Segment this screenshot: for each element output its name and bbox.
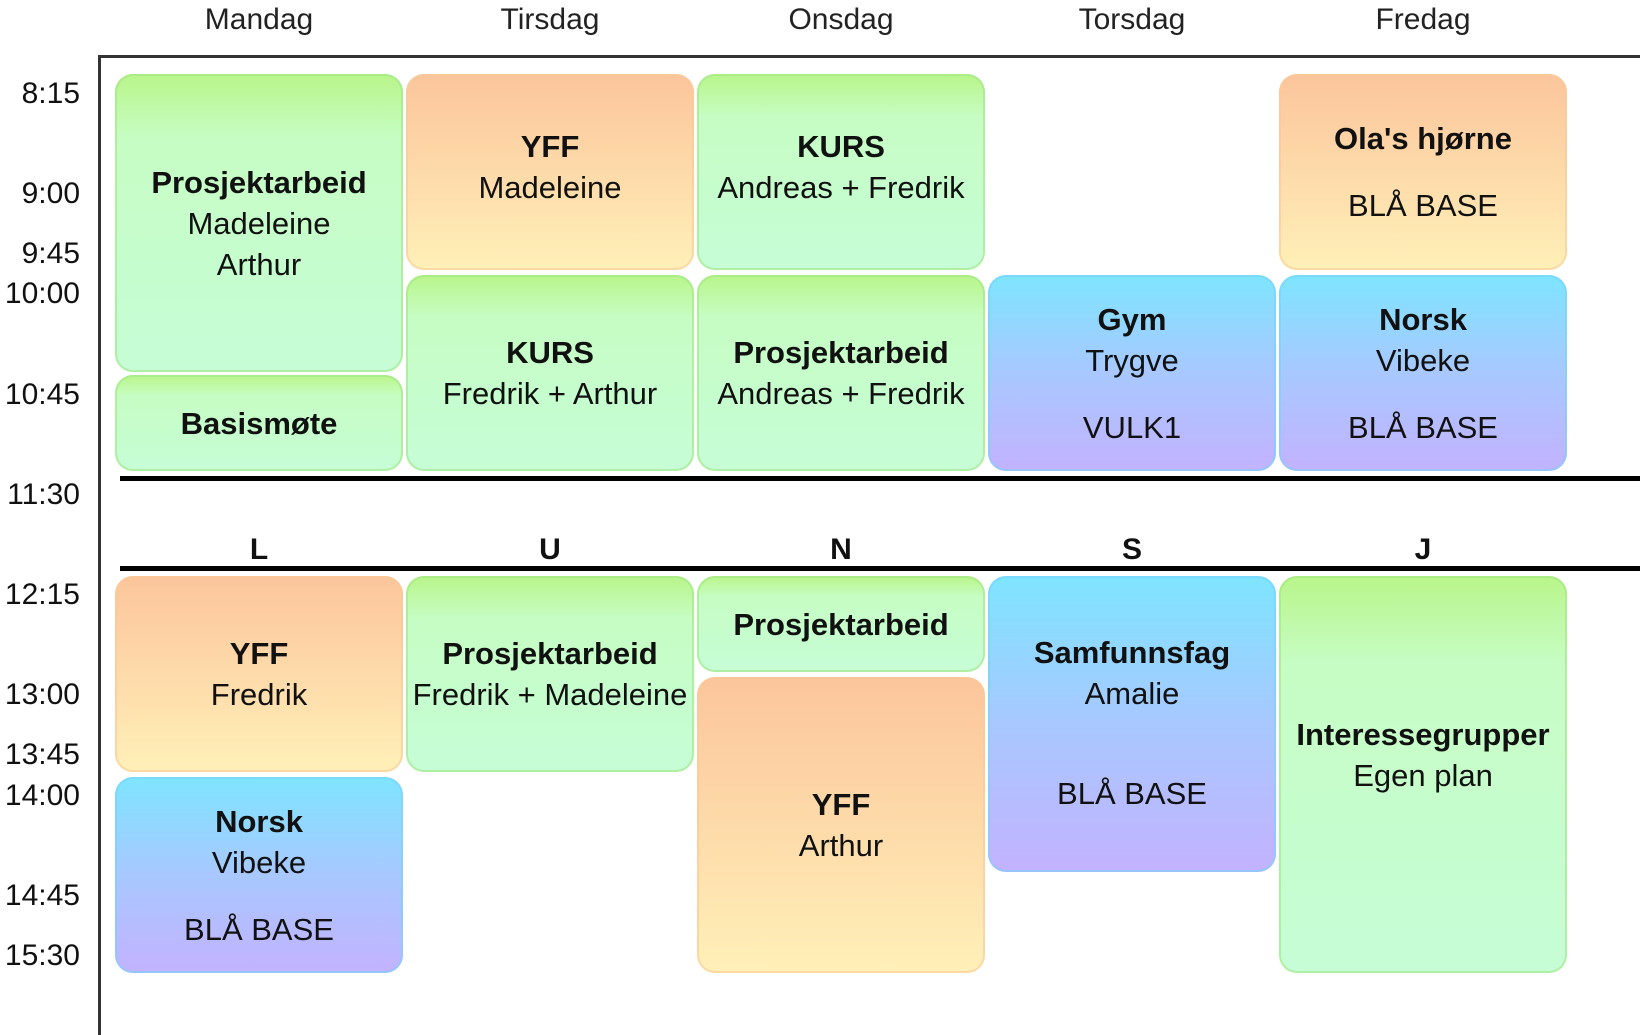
lesson-block-yff[interactable] bbox=[115, 576, 403, 772]
lunch-letter: U bbox=[539, 533, 561, 566]
time-label: 10:00 bbox=[4, 277, 80, 310]
lesson-title: Gym bbox=[1097, 301, 1167, 337]
lesson-teacher: Arthur bbox=[216, 246, 302, 282]
lesson-block-prosjektarbeid[interactable] bbox=[697, 275, 985, 471]
lesson-room: BLÅ BASE bbox=[1057, 776, 1207, 811]
lesson-block-norsk[interactable] bbox=[1279, 275, 1567, 471]
lesson-room: VULK1 bbox=[1082, 409, 1182, 445]
lesson-block-samfunnsfag[interactable] bbox=[988, 576, 1276, 872]
lesson-block-prosjektarbeid[interactable] bbox=[697, 576, 985, 672]
lesson-teacher: Fredrik + Madeleine bbox=[412, 677, 688, 712]
lunch-divider-top bbox=[120, 476, 1640, 481]
time-label: 15:30 bbox=[4, 939, 80, 972]
lesson-title: YFF bbox=[520, 129, 580, 164]
day-header-monday: Mandag bbox=[204, 3, 314, 36]
lesson-teacher: Madeleine bbox=[478, 170, 622, 205]
lesson-block-yff[interactable] bbox=[406, 74, 694, 270]
time-label: 9:45 bbox=[21, 237, 80, 270]
time-label: 8:15 bbox=[21, 77, 80, 110]
lesson-room: BLÅ BASE bbox=[1348, 188, 1498, 223]
time-label: 13:00 bbox=[4, 678, 80, 711]
lesson-block-gym[interactable] bbox=[988, 275, 1276, 471]
lesson-block-kurs[interactable] bbox=[697, 74, 985, 270]
lesson-block-basismote[interactable] bbox=[115, 375, 403, 471]
time-label: 14:45 bbox=[4, 879, 80, 912]
lesson-title: YFF bbox=[811, 787, 871, 822]
lunch-letter: J bbox=[1414, 533, 1432, 566]
day-header-friday: Fredag bbox=[1375, 3, 1471, 36]
lunch-letter: L bbox=[249, 533, 269, 566]
lesson-title: Norsk bbox=[215, 803, 303, 839]
lesson-block-norsk[interactable] bbox=[115, 777, 403, 973]
lesson-teacher: Fredrik + Arthur bbox=[442, 376, 658, 411]
lesson-block-prosjektarbeid[interactable] bbox=[406, 576, 694, 772]
lesson-title: Interessegrupper bbox=[1296, 716, 1550, 752]
lesson-block-yff[interactable] bbox=[697, 677, 985, 973]
lesson-block-olas-hjorne[interactable] bbox=[1279, 74, 1567, 270]
time-label: 9:00 bbox=[21, 177, 80, 210]
lesson-title: Prosjektarbeid bbox=[733, 335, 949, 370]
day-header-thursday: Torsdag bbox=[1078, 3, 1186, 36]
lesson-block-kurs[interactable] bbox=[406, 275, 694, 471]
time-label: 14:00 bbox=[4, 779, 80, 812]
time-label: 11:30 bbox=[7, 478, 80, 511]
lesson-teacher: Egen plan bbox=[1353, 757, 1493, 793]
time-label: 12:15 bbox=[4, 578, 80, 611]
lesson-teacher: Andreas + Fredrik bbox=[717, 170, 965, 205]
day-header-wednesday: Onsdag bbox=[788, 3, 894, 36]
lesson-teacher: Vibeke bbox=[1375, 342, 1471, 378]
lesson-title: Samfunnsfag bbox=[1033, 635, 1231, 670]
lesson-block-interessegrupper[interactable] bbox=[1279, 576, 1567, 973]
lesson-title: Prosjektarbeid bbox=[442, 636, 658, 671]
time-label: 13:45 bbox=[4, 738, 80, 771]
lesson-title: KURS bbox=[506, 335, 594, 370]
lesson-title: Basismøte bbox=[180, 405, 338, 441]
lesson-title: YFF bbox=[229, 636, 289, 671]
lesson-title: Prosjektarbeid bbox=[151, 164, 367, 200]
lesson-teacher: Madeleine bbox=[187, 205, 331, 241]
lesson-teacher: Amalie bbox=[1084, 676, 1180, 711]
lesson-title: Norsk bbox=[1379, 301, 1467, 337]
day-header-tuesday: Tirsdag bbox=[500, 3, 600, 36]
lesson-teacher: Fredrik bbox=[210, 677, 308, 712]
lunch-letter: N bbox=[830, 533, 852, 566]
lesson-title: Ola's hjørne bbox=[1334, 121, 1512, 156]
lesson-room: BLÅ BASE bbox=[1348, 409, 1498, 445]
lesson-teacher: Trygve bbox=[1085, 342, 1179, 378]
lesson-block-prosjektarbeid[interactable] bbox=[115, 74, 403, 372]
lesson-title: KURS bbox=[797, 129, 885, 164]
time-label: 10:45 bbox=[4, 378, 80, 411]
lesson-room: BLÅ BASE bbox=[184, 911, 334, 947]
lesson-teacher: Vibeke bbox=[211, 844, 307, 880]
lesson-teacher: Andreas + Fredrik bbox=[717, 376, 965, 411]
lesson-title: Prosjektarbeid bbox=[733, 606, 949, 642]
lesson-teacher: Arthur bbox=[798, 828, 884, 863]
lunch-letter: S bbox=[1121, 533, 1142, 566]
